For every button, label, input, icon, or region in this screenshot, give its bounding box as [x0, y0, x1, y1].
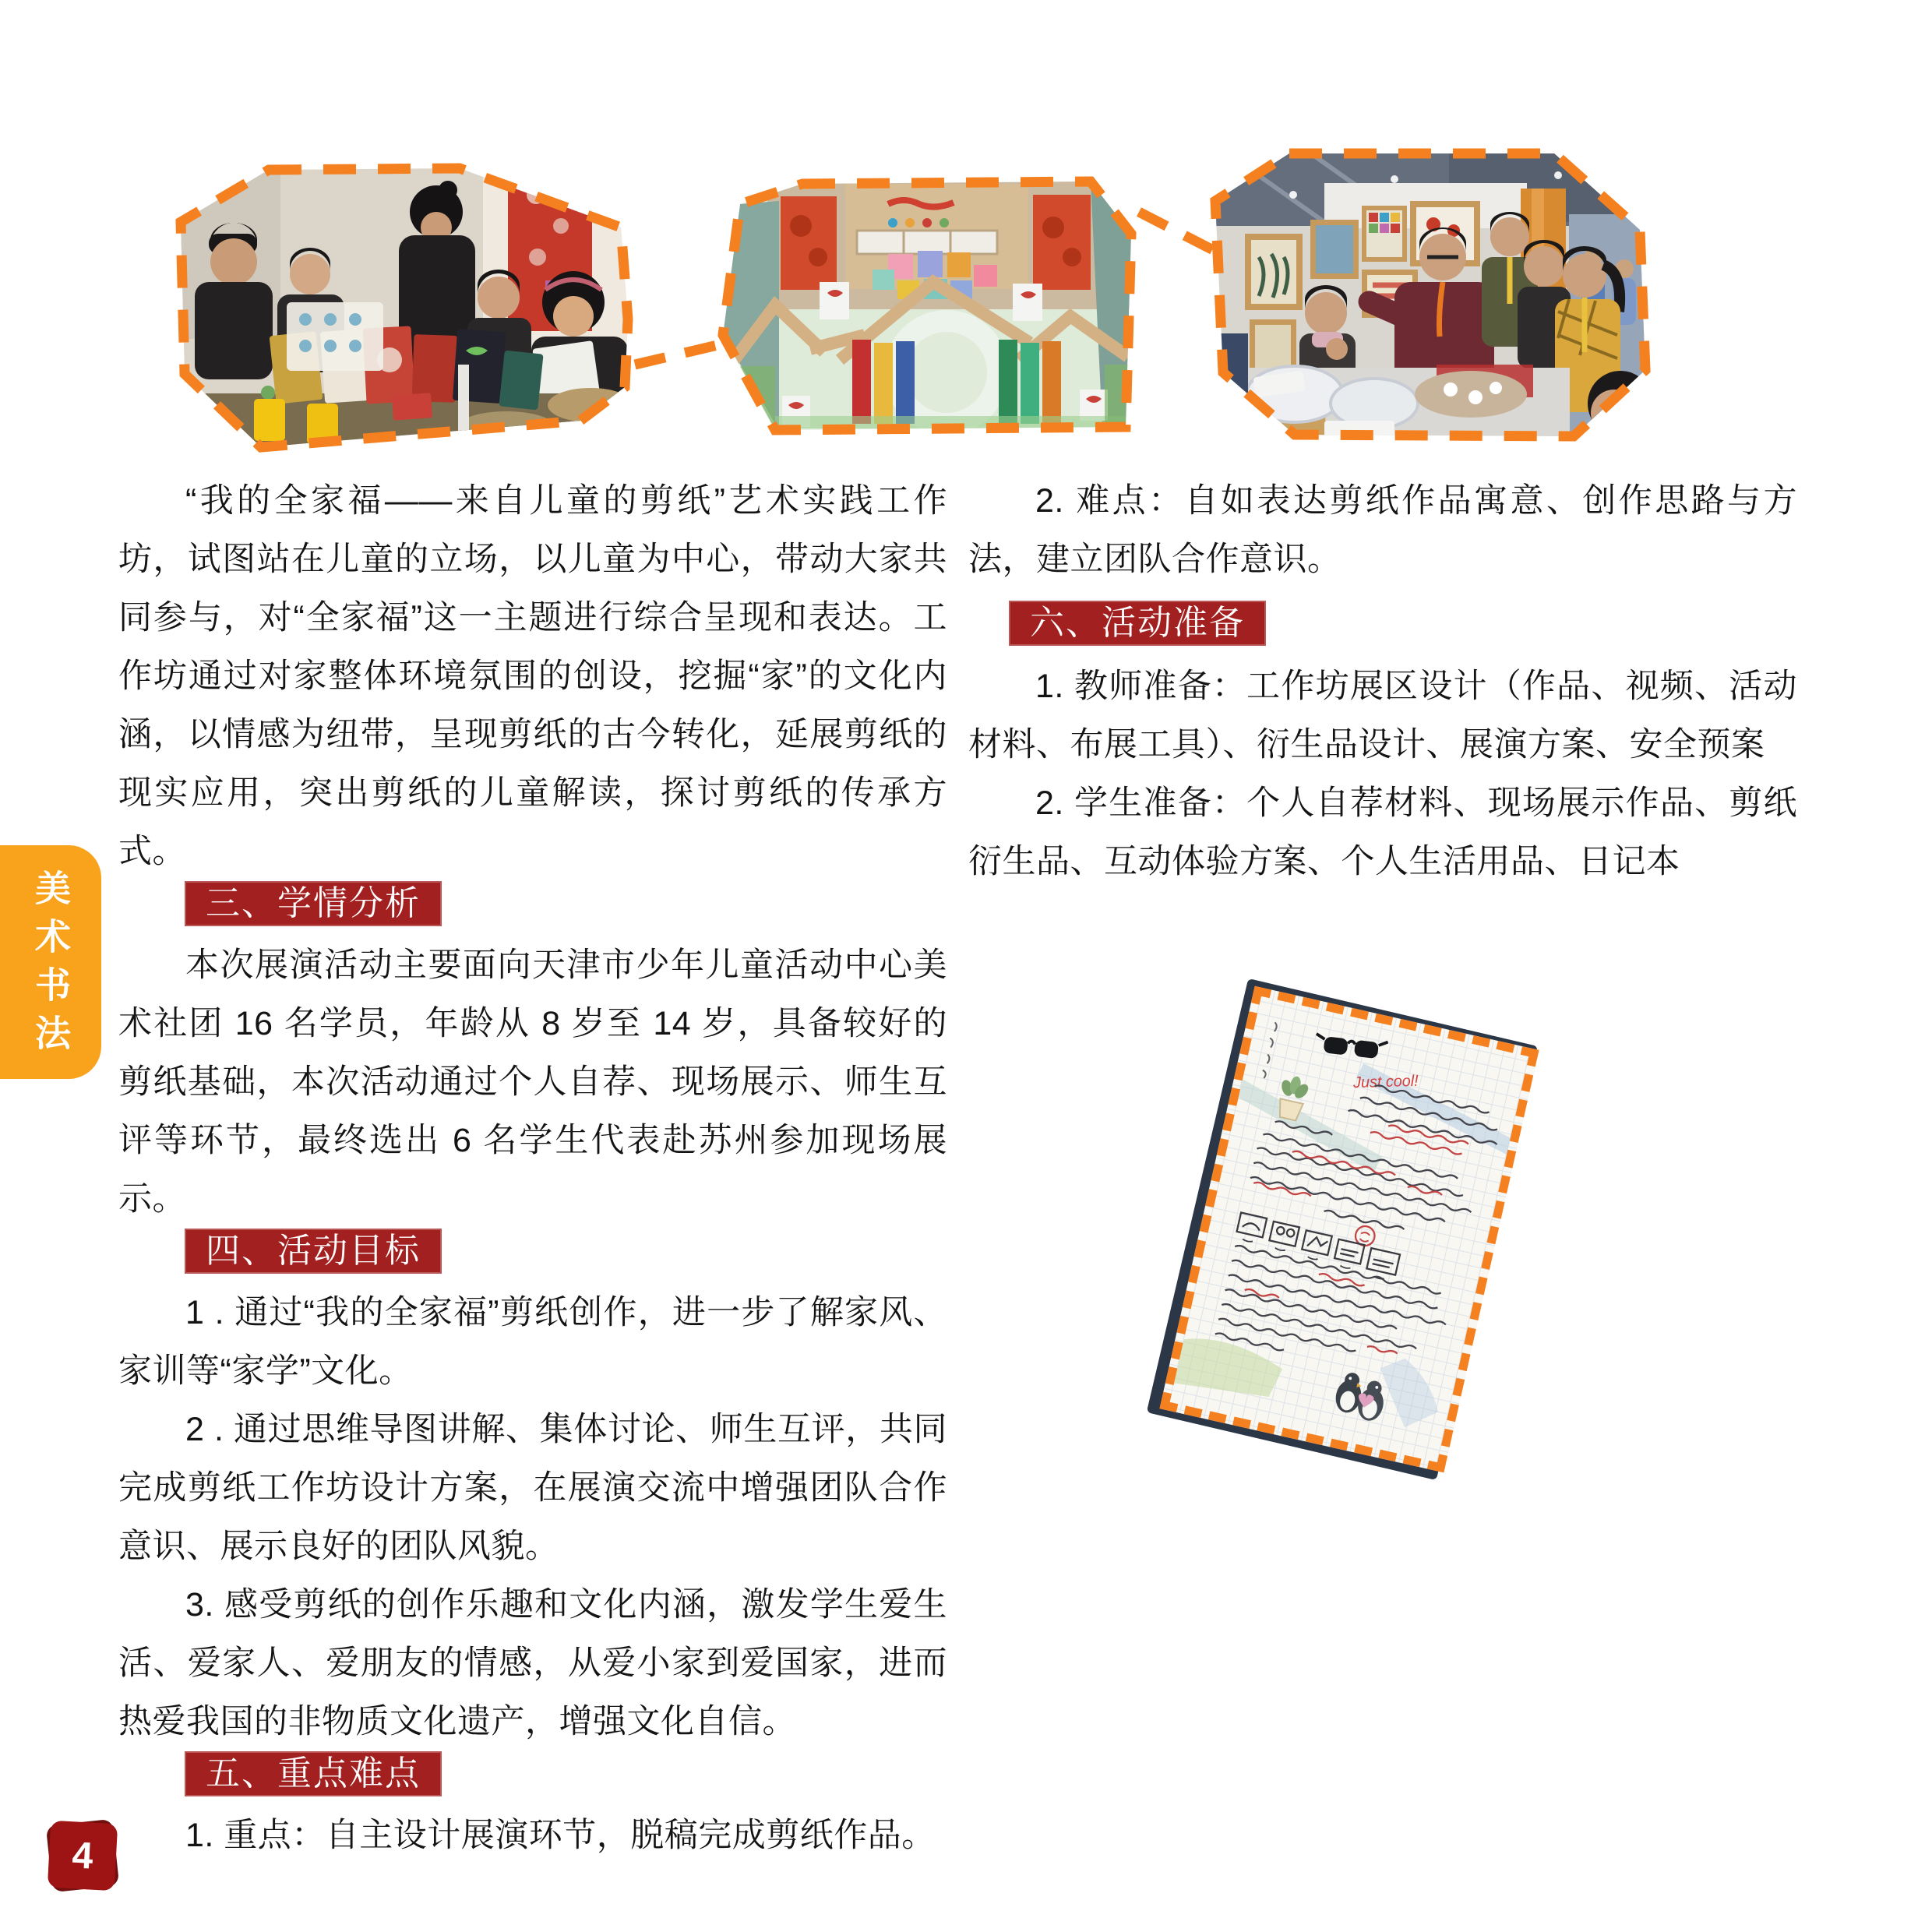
- handwriting-lines: [1215, 1062, 1504, 1387]
- sec5-item-1: 1. 重点：自主设计展演环节，脱稿完成剪纸作品。: [185, 1817, 936, 1854]
- sec3-body: 本次展演活动主要面向天津市少年儿童活动中心美术社团 16 名学员，年龄从 8 岁至 14 岁，具备较好的剪纸基础，本次活动通过个人自荐、现场展示、师生互评等环节，最终选出 6 名学生代表赴苏州参加现场展示。: [118, 947, 947, 1218]
- sidebar-tab-label: 美术书法: [30, 869, 71, 1063]
- sunglasses-icon: [1314, 1034, 1387, 1059]
- page-number-badge: [49, 1822, 116, 1889]
- sketch-thumbnails-icon: [1233, 1213, 1401, 1282]
- intro-paragraph: “我的全家福——来自儿童的剪纸”艺术实践工作坊，试图站在儿童的立场，以儿童为中心，带动大家共同参与，对“全家福”这一主题进行综合呈现和表达。工作坊通过对家整体环境氛围的创设，挖掘“家”的文化内涵，以情感为纽带，呈现剪纸的古今转化，延展剪纸的现实应用，突出剪纸的儿童解读，探讨剪纸的传承方式。: [118, 482, 947, 870]
- section-header-4: 四、活动目标: [185, 1229, 442, 1274]
- section-header-6: 六、活动准备: [1009, 601, 1266, 646]
- dashed-connector-1: [635, 344, 721, 365]
- sec6-item-2: 2. 学生准备：个人自荐材料、现场展示作品、剪纸衍生品、互动体验方案、个人生活用品、日记本: [968, 784, 1797, 880]
- right-text-column: [968, 472, 1797, 891]
- dashed-connector-2: [1139, 212, 1221, 254]
- sec6-item-1: 1. 教师准备：工作坊展区设计（作品、视频、活动材料、布展工具）、衍生品设计、展演方案、安全预案: [968, 668, 1797, 763]
- photo-strip: [0, 0, 1932, 530]
- photo-exhibition-site: [1208, 148, 1663, 444]
- photo-students-table: [171, 156, 639, 460]
- sec4-item-2: 2 . 通过思维导图讲解、集体讨论、师生互评，共同完成剪纸工作坊设计方案，在展演交流中增强团队合作意识、展示良好的团队风貌。: [118, 1411, 947, 1565]
- diary-note-text: Just cool!: [1352, 1072, 1419, 1092]
- section-header-3: 三、学情分析: [185, 881, 442, 926]
- sec5-item-2: 2. 难点：自如表达剪纸作品寓意、创作思路与方法，建立团队合作意识。: [968, 482, 1797, 578]
- sec4-item-3: 3. 感受剪纸的创作乐趣和文化内涵，激发学生爱生活、爱家人、爱朋友的情感，从爱小家到爱国家，进而热爱我国的非物质文化遗产，增强文化自信。: [118, 1586, 947, 1740]
- lattice-stand-icon: [287, 302, 383, 371]
- sidebar-tab-art-calligraphy[interactable]: [0, 845, 101, 1079]
- diary-doodles: [1170, 996, 1529, 1462]
- penguin-stickers-icon: [1332, 1370, 1389, 1423]
- section-header-5: 五、重点难点: [185, 1751, 442, 1796]
- sec4-item-1: 1 . 通过“我的全家福”剪纸创作，进一步了解家风、家训等“家学”文化。: [118, 1294, 947, 1390]
- photo-booth-render: [717, 179, 1137, 436]
- student-diary-photo: [1159, 986, 1539, 1473]
- left-text-column: [118, 472, 947, 1865]
- page-number: 4: [48, 1821, 118, 1891]
